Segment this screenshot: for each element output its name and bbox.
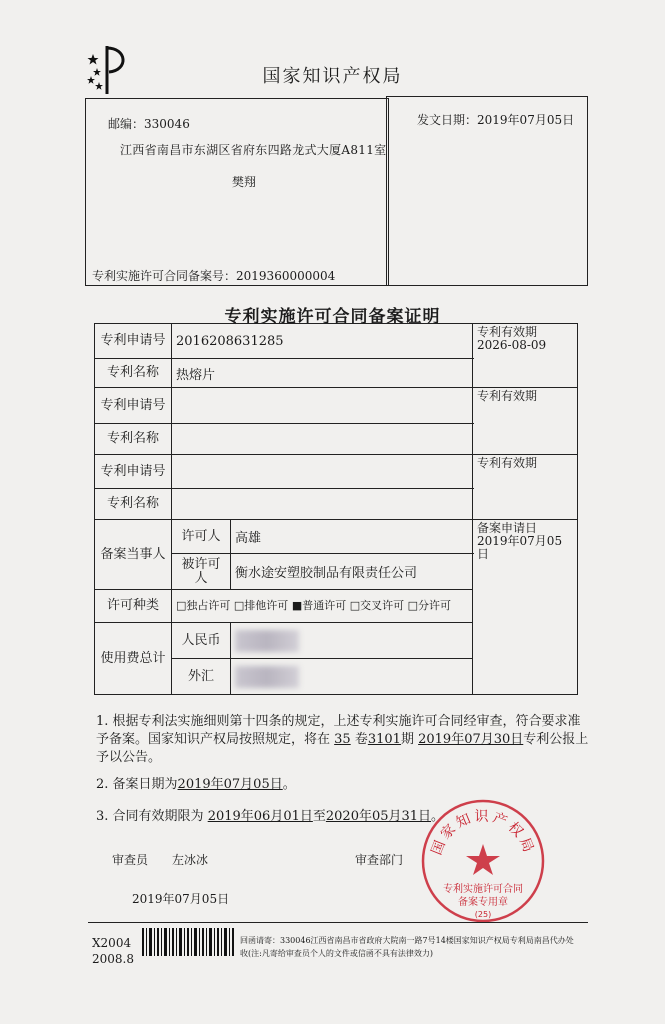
note-3-text-a: 3. 合同有效期限为	[96, 809, 204, 824]
note-3-end-date: 2020年05月31日	[325, 809, 432, 824]
record-date: 2019年07月05日	[477, 534, 563, 561]
issue-date-box	[386, 96, 588, 286]
name-label-3: 专利名称	[95, 489, 172, 520]
redacted-rmb	[235, 630, 299, 652]
reply-address	[240, 934, 590, 960]
record-number: 2019360000004	[236, 269, 336, 283]
validity-label-2: 专利有效期	[477, 389, 538, 403]
seal-line-2: 备案专用章	[458, 897, 508, 908]
record-number-row	[92, 267, 335, 284]
note-1-date: 2019年07月30日	[418, 732, 524, 747]
postal-code-row	[108, 115, 190, 132]
sign-date: 2019年07月05日	[132, 892, 230, 906]
name-2	[172, 424, 473, 455]
record-table	[94, 323, 578, 695]
note-1-volume: 35	[334, 732, 351, 747]
issue-date-label: 发文日期：	[417, 113, 478, 127]
seal-code: (25)	[474, 910, 492, 919]
address: 江西省南昌市东湖区省府东四路龙式大厦A811室	[120, 143, 387, 157]
validity-cell-1	[473, 324, 578, 388]
note-2-text-a: 2. 备案日期为	[96, 777, 178, 792]
note-1-text-a: 1. 根据专利法实施细则第十四条的规定，上述专利实施许可合同经审查，符合要求准予备案。国家知识产权局按照规定，将在	[96, 714, 581, 747]
licensor: 高雄	[231, 520, 473, 554]
note-2	[96, 776, 591, 794]
license-type-label: 许可种类	[95, 590, 172, 623]
licensee: 衡水途安塑胶制品有限责任公司	[231, 554, 473, 590]
department-label: 审查部门	[355, 853, 404, 867]
redacted-foreign	[235, 666, 299, 688]
validity-label-1: 专利有效期	[477, 325, 538, 339]
validity-label-3: 专利有效期	[477, 456, 538, 470]
postal-code: 330046	[144, 117, 190, 131]
app-no-label-2: 专利申请号	[95, 388, 172, 424]
validity-1: 2026-08-09	[477, 338, 547, 352]
document-title: 专利实施许可合同备案证明	[224, 307, 441, 327]
app-no-3	[172, 455, 473, 489]
record-date-label: 备案申请日	[477, 521, 538, 535]
seal-line-1: 专利实施许可合同	[443, 884, 523, 895]
name-3	[172, 489, 473, 520]
app-no-2	[172, 388, 473, 424]
issue-date-row	[417, 111, 574, 128]
licensor-label: 许可人	[172, 520, 231, 554]
reply-line-1: 回函请寄：330046江西省南昌市省政府大院南一路7号14楼国家知识产权局专利局南昌代办处	[240, 936, 574, 945]
license-types	[172, 590, 473, 623]
examiner-label: 审查员	[112, 853, 149, 867]
licensee-label: 被许可人	[172, 554, 231, 590]
record-date-cell	[473, 520, 578, 695]
foreign-value	[231, 659, 473, 695]
name-label-2: 专利名称	[95, 424, 172, 455]
reply-line-2: 收(注:凡寄给审查员个人的文件或信函不具有法律效力)	[240, 949, 433, 958]
barcode-icon	[142, 928, 234, 956]
validity-cell-3	[473, 455, 578, 520]
license-type-cross: □交叉许可	[349, 599, 405, 612]
seal-arc-text: 国家知识产权局	[428, 809, 538, 858]
examiner-name: 左冰冰	[172, 853, 209, 867]
issue-date: 2019年07月05日	[477, 113, 575, 127]
note-1-text-d: 专利公报上予以公告。	[96, 732, 589, 765]
name-1: 热熔片	[172, 359, 473, 388]
note-1-text-b: 卷	[354, 732, 368, 747]
license-type-sole: □排他许可	[233, 599, 289, 612]
note-3-text-b: 。	[431, 809, 445, 824]
rmb-value	[231, 623, 473, 659]
app-no-label-3: 专利申请号	[95, 455, 172, 489]
rmb-label: 人民币	[172, 623, 231, 659]
footer-divider	[88, 922, 588, 923]
license-type-general: ■普通许可	[291, 599, 347, 612]
fee-label: 使用费总计	[95, 623, 172, 695]
app-no-label-1: 专利申请号	[95, 324, 172, 359]
name-label-1: 专利名称	[95, 359, 172, 388]
validity-cell-2	[473, 388, 578, 455]
license-type-exclusive: □独占许可	[176, 599, 231, 612]
postal-code-label: 邮编：	[108, 117, 145, 131]
foreign-label: 外汇	[172, 659, 231, 695]
office-name: 国家知识产权局	[262, 66, 403, 87]
address-box	[85, 98, 389, 286]
note-2-text-b: 。	[282, 777, 296, 792]
note-1-issue: 3101	[367, 732, 401, 747]
seal-star-icon	[466, 844, 500, 875]
record-number-label: 专利实施许可合同备案号：	[92, 269, 237, 283]
note-1	[96, 713, 591, 767]
official-seal-stamp	[420, 798, 546, 924]
form-code: X2004	[92, 936, 132, 950]
note-3-text-mid: 至	[312, 809, 326, 824]
note-3-start-date: 2019年06月01日	[207, 809, 313, 824]
app-no-1: 2016208631285	[172, 324, 473, 359]
recipient: 樊翔	[232, 175, 257, 189]
parties-label: 备案当事人	[95, 520, 172, 590]
license-type-sub: □分许可	[407, 599, 452, 612]
form-date: 2008.8	[92, 952, 134, 966]
note-1-text-c: 期	[400, 732, 414, 747]
note-2-date: 2019年07月05日	[177, 777, 283, 792]
